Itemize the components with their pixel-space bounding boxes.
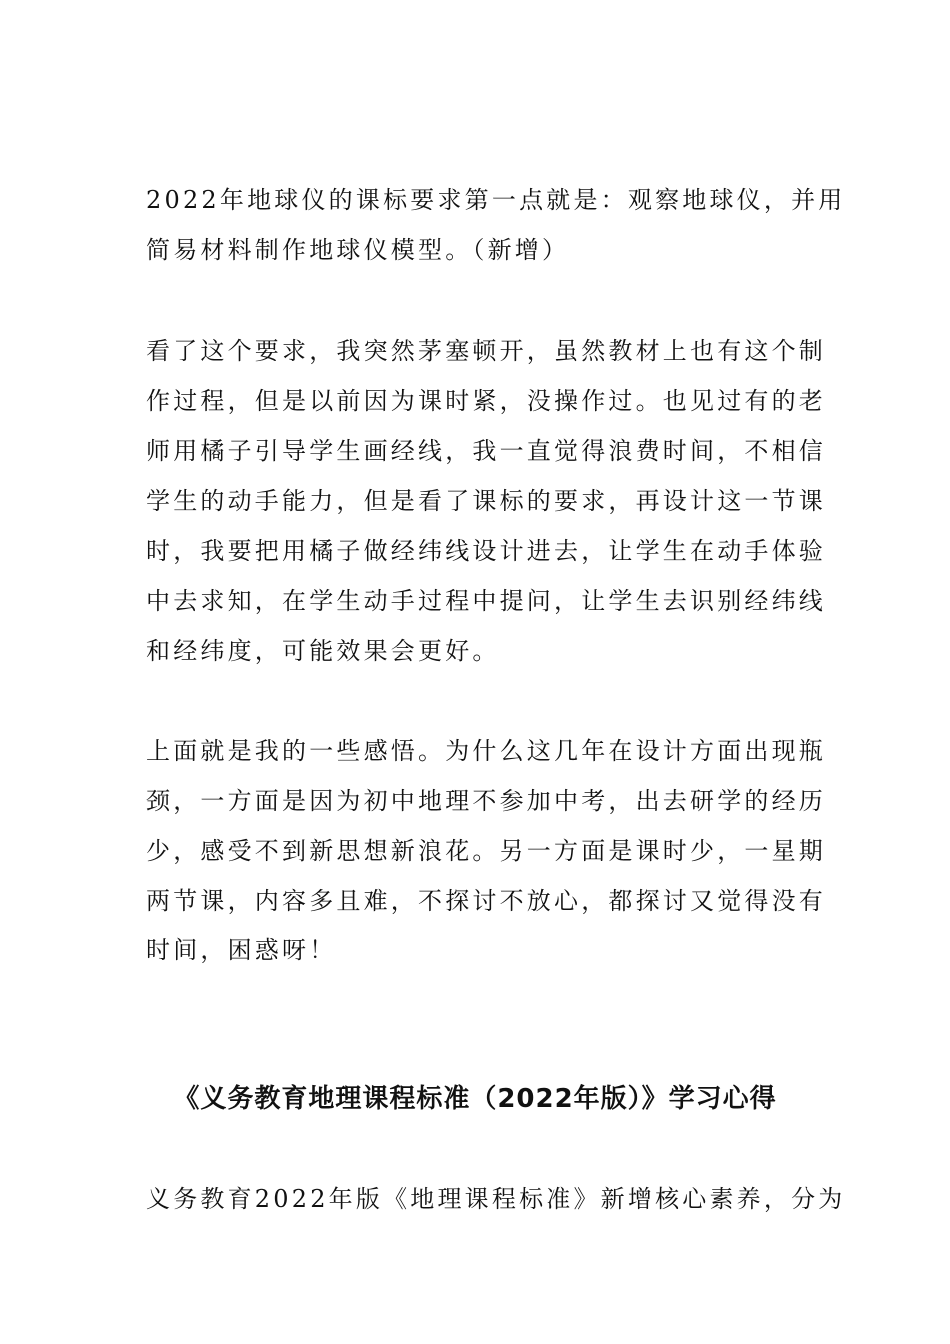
text-line: 简易材料制作地球仪模型。（新增） bbox=[146, 236, 570, 264]
section-title: 《义务教育地理课程标准（2022年版）》学习心得 bbox=[173, 1084, 777, 1114]
text-line: 少，感受不到新思想新浪花。另一方面是课时少，一星期 bbox=[146, 837, 826, 865]
text-line: 颈，一方面是因为初中地理不参加中考，出去研学的经历 bbox=[146, 787, 826, 815]
text-line: 中去求知，在学生动手过程中提问，让学生去识别经纬线 bbox=[146, 587, 826, 615]
text-line: 和经纬度，可能效果会更好。 bbox=[146, 637, 500, 665]
text-line: 时间，困惑呀！ bbox=[146, 936, 337, 964]
text-line: 义务教育2022年版《地理课程标准》新增核心素养，分为 bbox=[146, 1185, 846, 1213]
text-line: 作过程，但是以前因为课时紧，没操作过。也见过有的老 bbox=[146, 387, 826, 415]
text-line: 两节课，内容多且难，不探讨不放心，都探讨又觉得没有 bbox=[146, 887, 826, 915]
text-line: 师用橘子引导学生画经线，我一直觉得浪费时间，不相信 bbox=[146, 437, 826, 465]
text-line: 2022年地球仪的课标要求第一点就是：观察地球仪，并用 bbox=[146, 186, 846, 214]
text-line: 学生的动手能力，但是看了课标的要求，再设计这一节课 bbox=[146, 487, 826, 515]
text-line: 看了这个要求，我突然茅塞顿开，虽然教材上也有这个制 bbox=[146, 337, 826, 365]
text-line: 时，我要把用橘子做经纬线设计进去，让学生在动手体验 bbox=[146, 537, 826, 565]
text-line: 上面就是我的一些感悟。为什么这几年在设计方面出现瓶 bbox=[146, 737, 826, 765]
